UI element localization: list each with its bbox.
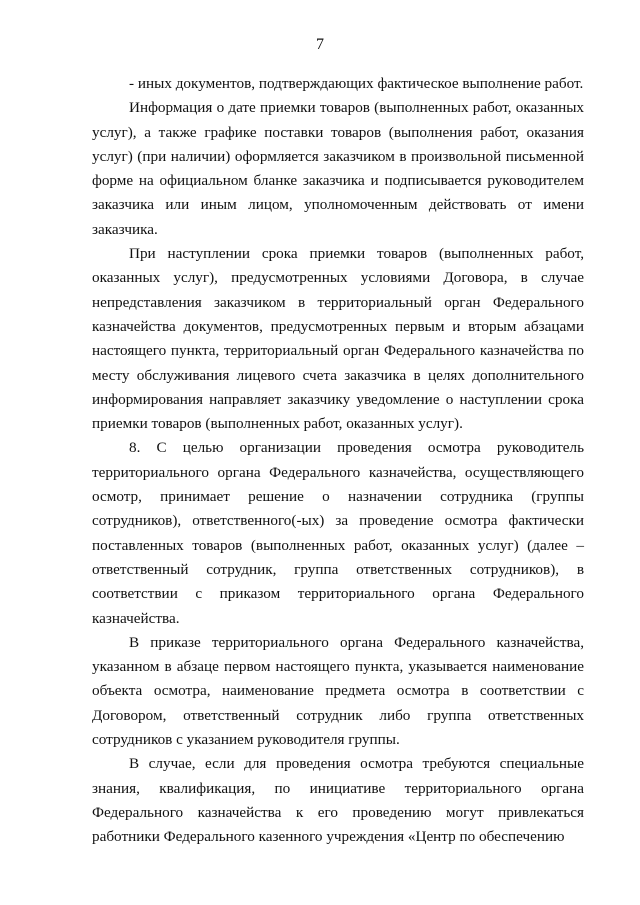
paragraph-item-8: 8. С целью организации проведения осмотра руководитель территориального органа Федерального казначейства, осуществляющего осмотр, принимает решение о назначении сотрудника (группы сотрудников), ответственного(-ых) за проведение осмотра фактически поставленных товаров (выполненных работ, оказанных услуг) (далее – ответственный сотрудник, группа ответственных сотрудников), в соответствии с приказом территориального органа Федерального казначейства. xyxy=(92,439,584,627)
paragraph-acceptance-notice: При наступлении срока приемки товаров (выполненных работ, оказанных услуг), предусмотренных условиями Договора, в случае непредставления заказчиком в территориальный орган Федерального казначейства документов, предусмотренных первым и вторым абзацами настоящего пункта, территориальный орган Федерального казначейства по месту обслуживания лицевого счета заказчика в целях дополнительного информирования направляет заказчику уведомление о наступлении срока приемки товаров (выполненных работ, оказанных услуг). xyxy=(92,245,584,433)
page-number: 7 xyxy=(316,36,324,53)
document-body xyxy=(92,72,584,850)
paragraph-special-knowledge: В случае, если для проведения осмотра требуются специальные знания, квалификация, по инициативе территориального органа Федерального казначейства к его проведению могут привлекаться работники Федерального казенного учреждения «Центр по обеспечению xyxy=(92,755,584,846)
paragraph-acceptance-info: Информация о дате приемки товаров (выполненных работ, оказанных услуг), а также графике поставки товаров (выполнения работ, оказания услуг) (при наличии) оформляется заказчиком в произвольной письменной форме на официальном бланке заказчика и подписывается руководителем заказчика или иным лицом, уполномоченным действовать от имени заказчика. xyxy=(92,99,584,238)
paragraph-order-contents: В приказе территориального органа Федерального казначейства, указанном в абзаце первом настоящего пункта, указывается наименование объекта осмотра, наименование предмета осмотра в соответствии с Договором, ответственный сотрудник либо группа ответственных сотрудников с указанием руководителя группы. xyxy=(92,633,584,749)
paragraph-other-documents: - иных документов, подтверждающих фактическое выполнение работ. xyxy=(129,75,584,92)
